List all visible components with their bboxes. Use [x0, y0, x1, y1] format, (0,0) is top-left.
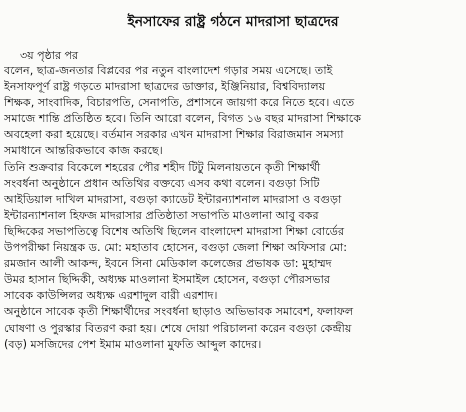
article-line: ঘোষণা ও পুরস্কার বিতরণ করা হয়। শেষে দোয়া পরিচালনা করেন বগুড়া কেন্দ্রীয় [4, 321, 352, 335]
article-line: অনুষ্ঠানে সাবেক কৃতী শিক্ষার্থীদের সংবর্ধনা ছাড়াও অভিভাবক সমাবেশ, ফলাফল [4, 305, 354, 319]
article-line: সাবেক কাউন্সিলর অধ্যক্ষ এরশাদুল বারী এরশাদ। [4, 289, 218, 303]
article-body [4, 63, 462, 353]
article-line: সমাধানে আন্তরিকভাবে কাজ করছে। [4, 144, 163, 158]
article-line: ইনসাফপূর্ণ রাষ্ট্র গড়তে মাদরাসা ছাত্রদের ডাক্তার, ইঞ্জিনিয়ার, বিশ্ববিদ্যালয় [4, 80, 326, 94]
article-line: অবহেলা করা হয়েছে। বর্তমান সরকার এখন মাদরাসা শিক্ষার বিরাজমান সমস্যা [4, 128, 344, 142]
article-line: আইডিয়াল দাখিল মাদরাসা, বগুড়া ক্যাডেট ইন্টারন্যাশনাল মাদরাসা ও বগুড়া [4, 192, 342, 206]
article-line: তিনি শুক্রবার বিকেলে শহরের পৌর শহীদ টিটু মিলনায়তনে কৃতী শিক্ষার্থী [4, 160, 321, 174]
article-line: শিক্ষক, সাংবাদিক, বিচারপতি, সেনাপতি, প্রশাসনে জায়গা করে নিতে হবে। এতে [4, 96, 355, 110]
article-line: রমজান আলী আকন্দ, ইবনে সিনা মেডিকাল কলেজের প্রভাষক ডা: মুহাম্মদ [4, 257, 332, 271]
continued-from-label: ৩য় পৃষ্ঠার পর [20, 49, 79, 62]
article-line: সংবর্ধনা অনুষ্ঠানে প্রধান অতিথির বক্তব্যে এসব কথা বলেন। বগুড়া সিটি [4, 176, 320, 190]
article-line: সমাজে শান্তি প্রতিষ্ঠিত হবে। তিনি আরো বলেন, বিগত ১৬ বছর মাদরাসা শিক্ষাকে [4, 112, 362, 126]
article-line: উমর হাসান ছিদ্দিকী, অধ্যক্ষ মাওলানা ইসমাইল হোসেন, বগুড়া পৌরসভার [4, 273, 331, 287]
article-line: উপপরীক্ষা নিয়ন্ত্রক ড. মো: মহাতাব হোসেন, বগুড়া জেলা শিক্ষা অফিসার মো: [4, 241, 347, 255]
article-line: বলেন, ছাত্র-জনতার বিপ্লবের পর নতুন বাংলাদেশ গড়ার সময় এসেছে। তাই [4, 64, 333, 77]
article-line: ইন্টারন্যাশনাল হিফজ মাদরাসার প্রতিষ্ঠাতা সভাপতি মাওলানা আবু বকর [4, 208, 319, 222]
article-line: (বড়) মসজিদের পেশ ইমাম মাওলানা মুফতি আব্দুল কাদের। [4, 337, 262, 351]
headline: ইনসাফের রাষ্ট্র গঠনে মাদরাসা ছাত্রদের [127, 14, 339, 30]
article-line: ছিদ্দিকের সভাপতিত্বে বিশেষ অতিথি ছিলেন বাংলাদেশ মাদরাসা শিক্ষা বোর্ডের [4, 224, 345, 238]
